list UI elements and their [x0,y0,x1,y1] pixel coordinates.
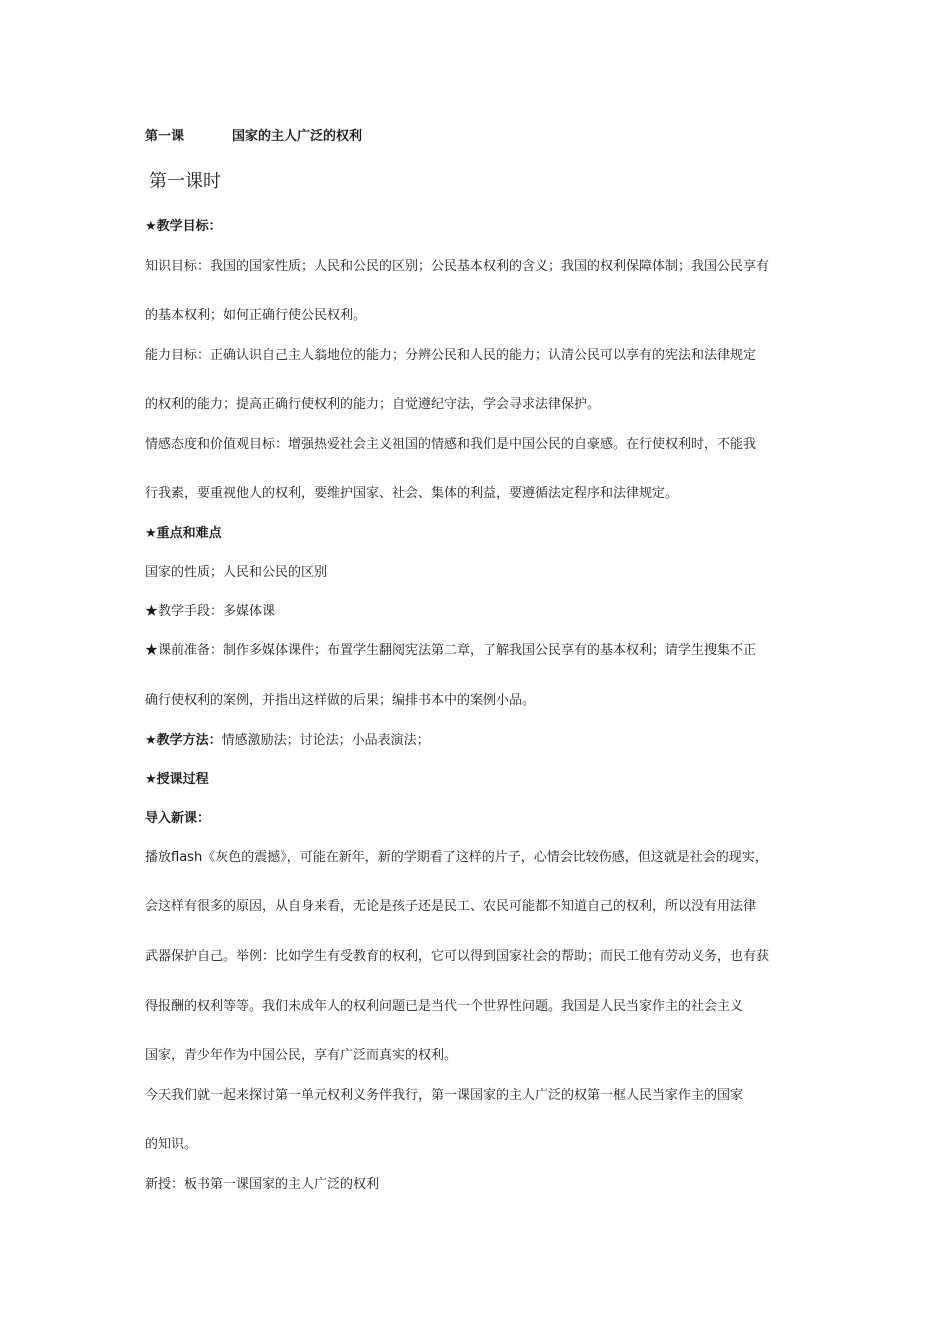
teaching-means: ★教学手段：多媒体课 [145,604,276,619]
knowledge-goal-line-2: 的基本权利；如何正确行使公民权利。 [145,308,367,323]
intro-line-2: 会这样有很多的原因，从自身来看，无论是孩子还是民工、农民可能都不知道自己的权利，所以没有用法律 [145,899,757,914]
subtitle: 第一课时 [149,171,221,192]
emotion-goal-line-2: 行我素，要重视他人的权利，要维护国家、社会、集体的利益，要遵循法定程序和法律规定。 [145,486,679,501]
process-heading: ★授课过程 [145,772,209,787]
teaching-goals-heading: ★教学目标： [145,219,222,234]
intro-line-1-start: 播放 [145,850,172,865]
methods-label: ★教学方法： [145,733,222,748]
intro-line-1 [145,849,815,867]
key-points-text: 国家的性质；人民和公民的区别 [145,565,328,580]
today-line-1: 今天我们就一起来探讨第一单元权利义务伴我行，第一课国家的主人广泛的权第一框人民当家作主的国家 [145,1088,744,1103]
new-lesson-line: 新授：板书第一课国家的主人广泛的权利 [145,1177,380,1192]
intro-line-3: 武器保护自己。举例：比如学生有受教育的权利，它可以得到国家社会的帮助；而民工他有劳动义务，也有获 [145,949,770,964]
intro-heading: 导入新课： [145,811,211,826]
methods-text: 情感激励法；讨论法；小品表演法； [221,733,430,748]
knowledge-goal-line-1: 知识目标：我国的国家性质；人民和公民的区别；公民基本权利的含义；我国的权利保障体制；我国公民享有 [145,259,770,274]
ability-goal-line-1: 能力目标：正确认识自己主人翁地位的能力；分辨公民和人民的能力；认清公民可以享有的宪法和法律规定 [145,348,757,363]
flash-word: flash [171,850,203,865]
ability-goal-line-2: 的权利的能力；提高正确行使权利的能力；自觉遵纪守法，学会寻求法律保护。 [145,397,601,412]
today-line-2: 的知识。 [145,1137,198,1152]
intro-line-1-rest: 《灰色的震撼》，可能在新年，新的学期看了这样的片子，心情会比较伤感，但这就是社会的现实， [202,850,768,865]
lesson-heading [145,128,815,146]
preparation-line-1: ★课前准备：制作多媒体课件；布置学生翻阅宪法第二章，了解我国公民享有的基本权利；请学生搜集不正 [145,643,757,658]
preparation-line-2: 确行使权利的案例，并指出这样做的后果；编排书本中的案例小品。 [145,693,536,708]
lesson-title: 国家的主人广泛的权利 [232,129,363,144]
emotion-goal-line-1: 情感态度和价值观目标：增强热爱社会主义祖国的情感和我们是中国公民的自豪感。在行使权利时，不能我 [145,437,757,452]
lesson-label: 第一课 [145,129,185,144]
key-points-heading: ★重点和难点 [145,526,222,541]
teaching-methods [145,732,815,750]
intro-line-5: 国家，青少年作为中国公民，享有广泛而真实的权利。 [145,1048,458,1063]
intro-line-4: 得报酬的权利等等。我们未成年人的权利问题已是当代一个世界性问题。我国是人民当家作主的社会主义 [145,999,744,1014]
